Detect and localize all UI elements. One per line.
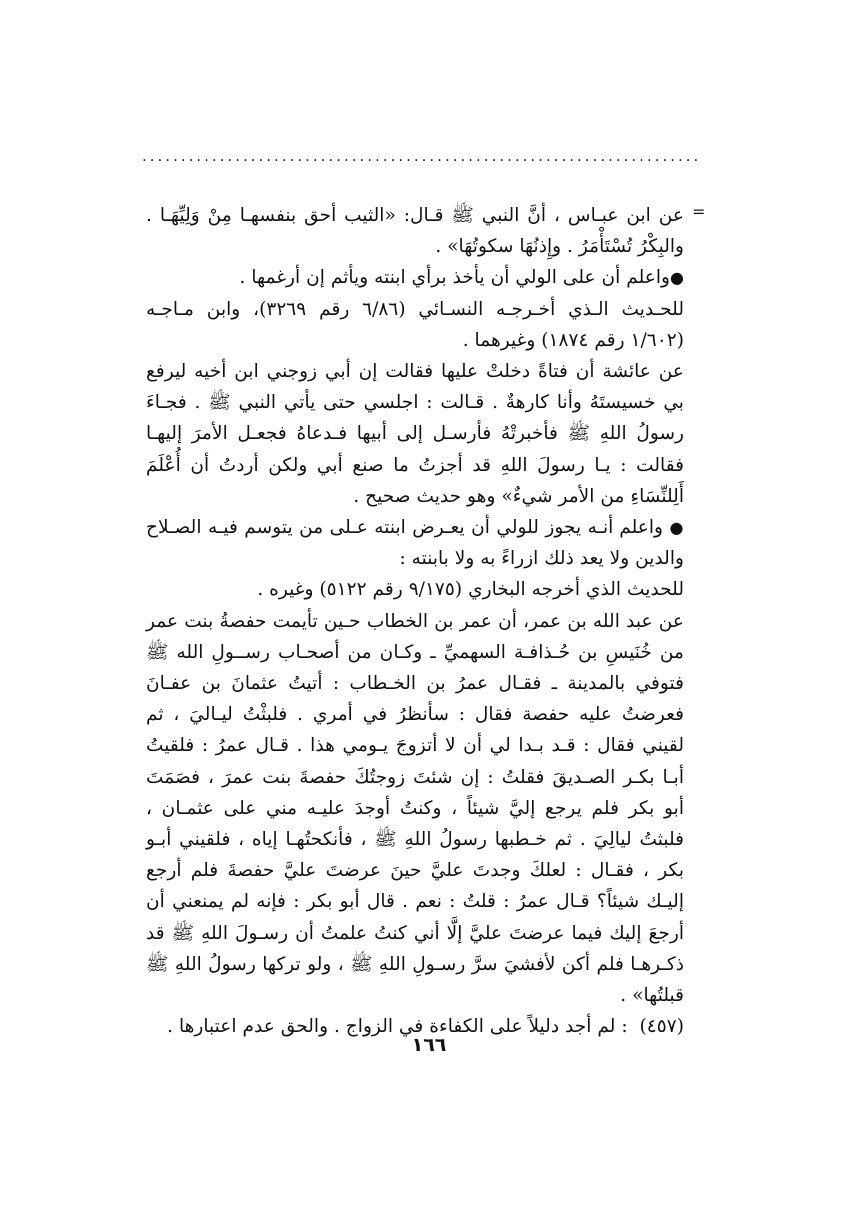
bullet-icon: ●: [669, 518, 684, 538]
page-number: ١٦٦: [411, 1034, 447, 1056]
paragraph-text: واعلم أنـه يجوز للولي أن يعـرض ابنته عـلى من يتوسم فيـه الصـلاح والدين ولا يعد ذلك ازراءً به ولا بابنته :: [146, 517, 684, 570]
paragraph-citation-2: للحديث الذي أخرجه البخاري (٩/١٧٥ رقم ٥١٢٢) وغيره .: [257, 579, 684, 601]
footnote-text: لم أجد دليلاً على الكفاءة في الزواج . والحق عدم اعتبارها .: [167, 1016, 616, 1038]
footnote-number: (٤٥٧): [639, 1016, 684, 1038]
paragraph-hadith-ibn-abbas: عن ابن عبـاس ، أنَّ النبي ﷺ قـال: «الثيب أحق بنفسهـا مِنْ وَلِيِّهَـا . والبِكْرُ تُسْتَأْمَرُ . وإِذنُهَا سكوتُهَا» .: [146, 205, 684, 258]
paragraph-hadith-aisha: عن عائشة أن فتاةً دخلتْ عليها فقالت إن أبي زوجني ابن أخيه ليرفع بي خسيستَهُ وأنا كارهةٌ . قـالت : اجلسي حتى يأتي النبي ﷺ . فجـاءَ رسولُ اللهِ ﷺ فأخبرتْهُ فأرسـل إلى أبيها فـدعاهُ فجعـل الأمرَ إليهـا فقالت : يـا رسولَ اللهِ قد أجزتُ ما صنع أبي ولكن أردتُ أن أُعْلَمَ أَلِلنِّسَاءِ من الأمر شيءٌ» وهو حديث صحيح .: [146, 361, 684, 507]
footnote-separator: :: [621, 1016, 628, 1038]
bullet-icon: ●: [670, 268, 684, 288]
separator-dots: ........................................................................: [142, 148, 702, 164]
paragraph-hadith-ibn-umar: عن عبد الله بن عمر، أن عمر بن الخطاب حـين تأيمت حفصةُ بنت عمر من خُنَيسِ بن حُـذافـة السهميِّ ـ وكـان من أصحـاب رســولِ الله ﷺ فتوفي بالمدينة ـ فقـال عمرُ بن الخـطاب : أتيتُ عثمانَ بن عفـانَ فعرضتُ عليه حفصة فقال : سأنظرُ في أمري . فلبثْتُ ليـاليَ ، ثم لقيني فقال : قـد بـدا لي أن لا أتزوجَ يـومي هذا . قـال عمرُ : فلقيتُ أبـا بكـر الصـديقَ فقلتُ : إن شئتَ زوجتُكَ حفصةَ بنت عمرَ ، فصَمَتَ أبو بكر فلم يرجع إليَّ شيئاً ، وكنتُ أوجدَ عليـه مني على عثمـان ، فلبثتُ ليالِيَ . ثم خـطبها رسولُ اللهِ ﷺ ، فأنكحتُهـا إياه ، فلقيني أبـو بكر ، فقـال : لعلكَ وجدتَ عليَّ حينَ عرضتَ عليَّ حفصةَ فلم أرجع إليـك شيئاً؟ قـال عمرُ : قلتُ : نعم . قال أبو بكر : فإنه لم يمنعني أن أرجعَ إليك فيما عرضتَ عليَّ إلَّا أني كنتُ علمتُ أن رسـولَ اللهِ ﷺ قد ذكـرهـا فلم أكن لأفشيَ سرَّ رسـولِ اللهِ ﷺ ، ولو تركها رسولُ اللهِ ﷺ قبلتُها» .: [146, 610, 684, 1007]
margin-mark: =: [692, 202, 706, 221]
paragraph-text: واعلم أن على الولي أن يأخذ برأي ابنته ويأثم إن أرغمها .: [239, 267, 671, 289]
page-body: [146, 200, 684, 1042]
paragraph-citation-1: للحـديث الـذي أخـرجـه النسـائي (٦/٨٦ رقم ٣٢٦٩)، وابن مـاجـه (١/٦٠٢ رقم ١٨٧٤) وغيرهما .: [146, 298, 684, 351]
paragraph-point-2: [146, 512, 684, 574]
paragraph-point-1: [146, 262, 684, 293]
